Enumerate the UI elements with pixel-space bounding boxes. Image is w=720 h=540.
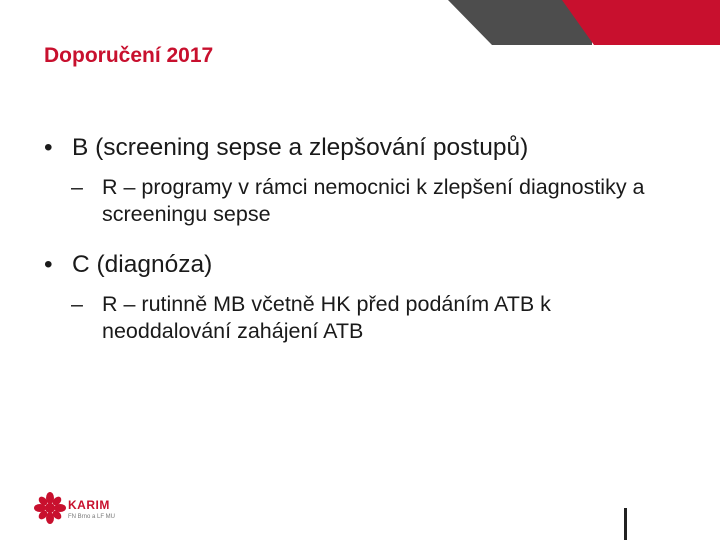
slide-title: Doporučení 2017 xyxy=(44,44,214,67)
bullet-glyph: • xyxy=(44,251,53,278)
dash-glyph: – xyxy=(71,292,83,316)
bullet-list xyxy=(44,132,684,366)
bullet-text: C (diagnóza) xyxy=(72,251,213,278)
footer-divider xyxy=(624,508,627,540)
karim-logo-icon xyxy=(34,492,66,524)
bullet-glyph: • xyxy=(44,134,53,161)
dash-glyph: – xyxy=(71,175,83,199)
sub-bullet-text: R – programy v rámci nemocnici k zlepšení diagnostiky a screeningu sepse xyxy=(102,175,645,226)
sub-bullet-item xyxy=(44,174,684,228)
logo-subtitle: FN Brno a LF MU xyxy=(68,514,116,520)
bullet-text: B (screening sepse a zlepšování postupů) xyxy=(72,134,529,161)
bullet-item xyxy=(44,249,684,280)
karim-logo xyxy=(34,492,144,530)
sub-bullet-item xyxy=(44,291,684,345)
corner-decoration xyxy=(420,0,720,45)
sub-bullet-text: R – rutinně MB včetně HK před podáním ATB k neoddalování zahájení ATB xyxy=(102,292,551,343)
logo-name: KARIM xyxy=(68,498,110,512)
bullet-item xyxy=(44,132,684,163)
